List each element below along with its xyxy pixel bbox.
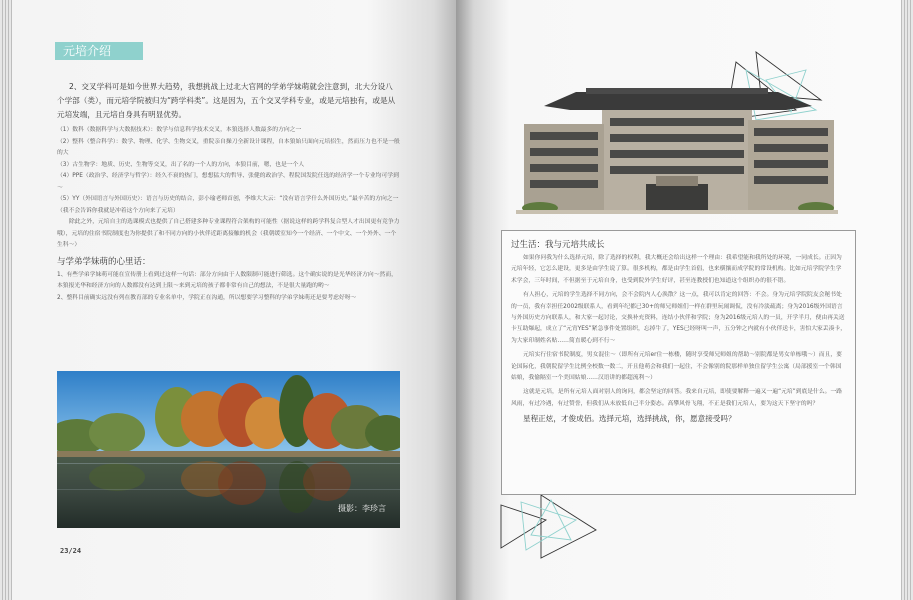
- lake-photo: [57, 371, 400, 528]
- lead-paragraph: 2、交叉学科可是如今世界大趋势，我想挑战上过北大官网的学弟学妹萌就会注意到，北大分设八个学部（类），而元培学院被归为“跨学科类”。这是因为，五个交叉学科专业，或是元培独有，或是从元培发端，且元培自身具有明显优势。: [57, 82, 396, 119]
- qa-item: 2、整科目前确实远没有列在教育部的专业名单中，学院正在沟通，所以想要学习整科的学弟学妹萌还是要考虑好呀～: [57, 294, 357, 301]
- building-illustration: [516, 84, 838, 214]
- story-paragraph: 这就是元培，是所有元培人面对别人的询问，都会坚定的回答。我来自元培，即使要解释一遍又一遍“元培”到底是什么。一路风雨，有过冷遇，有过赞誉，但我们从未放低自己半分姿态。高攀风骨飞翔，不正是我们元培人，要为这天下坚守的吗？: [511, 389, 843, 407]
- story-paragraph: 有人担心，元培的学生选择不同方向，会不会院内人心涣散？这一点，我可以肯定的回答：不会。身为元培学院院友会秘书处的一员，我有幸担任2002级联系人，看到年纪都已30+的师兄师姐们一样在群里玩闹调侃，没有冷淡疏离；身为2016级外国语言与外国历史方向联系人，和大家一起讨论，交换补充资料，连结小伙伴和学院；身为2016级元培人的一员，开学半月，便由再关送卡互助爆起，成立了“元宵YES”紧急事件处置组织，忘掉牛了，YES已经呀叫一声，五分钟之内就有小伙伴送卡，害怕大家丢凑卡，为大家印制姓名贴……简直暖心到不行～: [511, 292, 847, 344]
- major-item: （2）整科（整合科学）：数学、物理、化学、生物交叉，重院亲自操刀全新设计课程，自本狼始只面向元培招生，然而压力也不是一般的大: [57, 138, 400, 156]
- section-title: 元培介绍: [55, 42, 143, 60]
- left-page-edges: [0, 0, 12, 600]
- major-item: （3）古生物学：地质、历史、生物等交叉，出了名的一个人的方向，本狼目前，嗯，也是一个人: [57, 161, 305, 168]
- story-paragraph: 元培实行住宿书院制度，男女混住～（即所有元培er住一栋楼，随时享受师兄师姐的帮助～别院都是男女单栋哦～）而且，要论国际化，我朝院留学生比例全校数一数二，开且他萌会和我们一起住，不会像别的院那样单独住留学生公寓（局部援室一个韩国姑娘，我偷隔室一个美国姑娘……汉语讲的都超流利～）: [511, 352, 842, 382]
- right-page-edges: [901, 0, 913, 600]
- growth-story-box: [501, 230, 856, 495]
- left-page-body: [57, 80, 400, 304]
- closing-line: 星程正炫，才俊成佰。选择元培，选择挑战，你，愿意接受吗？: [523, 414, 736, 424]
- photo-credit: 摄影：李珍言: [338, 504, 386, 513]
- major-item: （4）PPE（政治学、经济学与哲学）：经久不衰的热门，想想猛大的哲导、张健的政治学、程院国发院任选的经济学一个专业均可学到～: [57, 173, 399, 191]
- major-item: （5）YY（外国语言与外国历史）：语言与历史的结合，彭小瑜老师首创，李维大大云：“没有语言学什么外国历史。”最辛苦的方向之一（我不会告诉你我就是冲着这个方向来了元培）: [57, 196, 399, 214]
- qa-item: 1、有些学弟学妹萌可能在宣传册上看到过这样一句话：部分方向由于人数限制可能进行筛选。这个确实说的是光华经济方向～然而，本狼报光华和经济方向的人数都没有达到上限～来到元培的孩子都非常有自己的想法，不是很大量跑的哟～: [57, 271, 397, 289]
- major-item: （1）数科（数据科学与大数据技术）：数学与信息科学技术交叉，本狼选择人数最多的方向之一: [57, 127, 302, 133]
- story-paragraph: 如果你问我为什么选择元培，除了选择的权利，我大概还会给出这样一个理由：我希望能和我所处的环境，一同成长。正因为元培年轻，它怎么建设，更多是由学生说了算。很多机构，都是由学生首倡，也来横攘而成学院的常设机构。比如元培学院学生学术学会，三年时间，不但据至于元培自身，也受到院外学生好评，甚至连教授们也知道这个组织办的很不错。: [511, 255, 842, 284]
- sub-heading: 与学弟学妹萌的心里话：: [57, 256, 151, 267]
- building-photo: [516, 84, 838, 214]
- page-number: 23/24: [60, 547, 82, 555]
- box-title: 过生活：我与元培共成长: [511, 240, 605, 250]
- conclusion-paragraph: 除此之外，元培自主的选课模式也提供了自己搭建多种专业课程符合架构的可能性（据说这样的跨学科复合型人才出国更有竞争力哦），元培的住宿书院制度也为你提供了和不同方向的小伙伴近距离接触的机会（我朝缓室知今一个经济、一个中文、一个外外、一个生科～）: [57, 219, 400, 248]
